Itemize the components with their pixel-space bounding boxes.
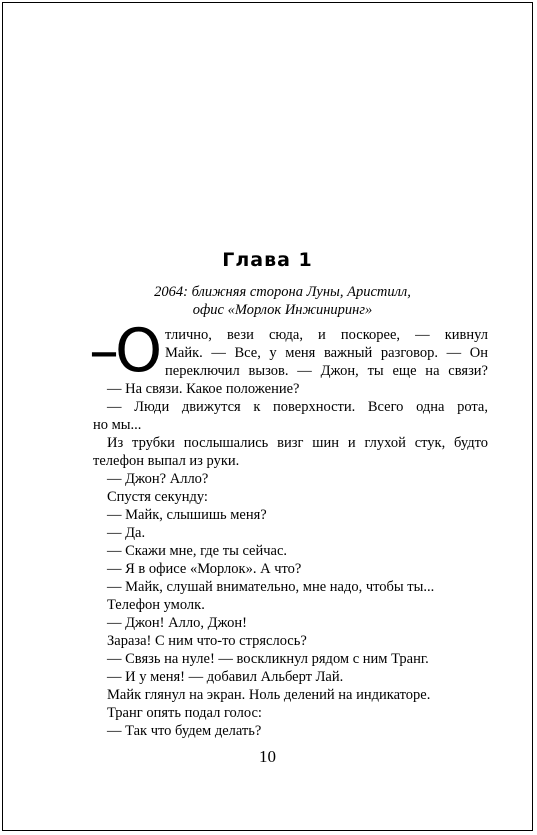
text-line: — Джон? Алло? [107,471,209,487]
text-line: — Люди движутся к поверхности. Всего одна рота, [107,399,488,415]
text-line: Зараза! С ним что-то стряслось? [107,633,307,649]
book-page [2,2,533,831]
text-line: — На связи. Какое положение? [107,381,300,397]
text-line: Спустя секунду: [107,489,208,505]
text-line: — Скажи мне, где ты сейчас. [107,543,288,559]
epigraph-line: 2064: ближняя сторона Луны, Аристилл, [154,284,411,300]
text-line: — Так что будем делать? [107,723,262,739]
text-line: — Да. [107,525,146,541]
text-line: Из трубки послышались визг шин и глухой стук, будто [107,435,488,451]
text-line: — Джон! Алло, Джон! [107,615,247,631]
page-number: 10 [259,747,276,766]
epigraph-line: офис «Морлок Инжиниринг» [192,302,373,318]
text-line: Телефон умолк. [107,597,205,613]
drop-cap: –О [89,316,159,386]
text-line: — Связь на нуле! — воскликнул рядом с ним Транг. [107,651,429,667]
text-line: тлично, вези сюда, и поскорее, — кивнул [165,327,488,343]
text-line: — И у меня! — добавил Альберт Лай. [107,669,344,685]
text-line: но мы... [93,417,142,433]
text-line: — Я в офисе «Морлок». А что? [107,561,302,577]
chapter-title: Глава 1 [222,249,313,271]
text-line: переключил вызов. — Джон, ты еще на связи? [165,363,488,379]
text-line: — Майк, слушай внимательно, мне надо, чтобы ты... [107,579,435,595]
chapter-epigraph [133,283,432,319]
text-line: телефон выпал из руки. [93,453,240,469]
text-line: — Майк, слышишь меня? [107,507,267,523]
text-line: Майк. — Все, у меня важный разговор. — Он [165,345,488,361]
text-line: Майк глянул на экран. Ноль делений на индикаторе. [107,687,431,703]
text-line: Транг опять подал голос: [107,705,262,721]
